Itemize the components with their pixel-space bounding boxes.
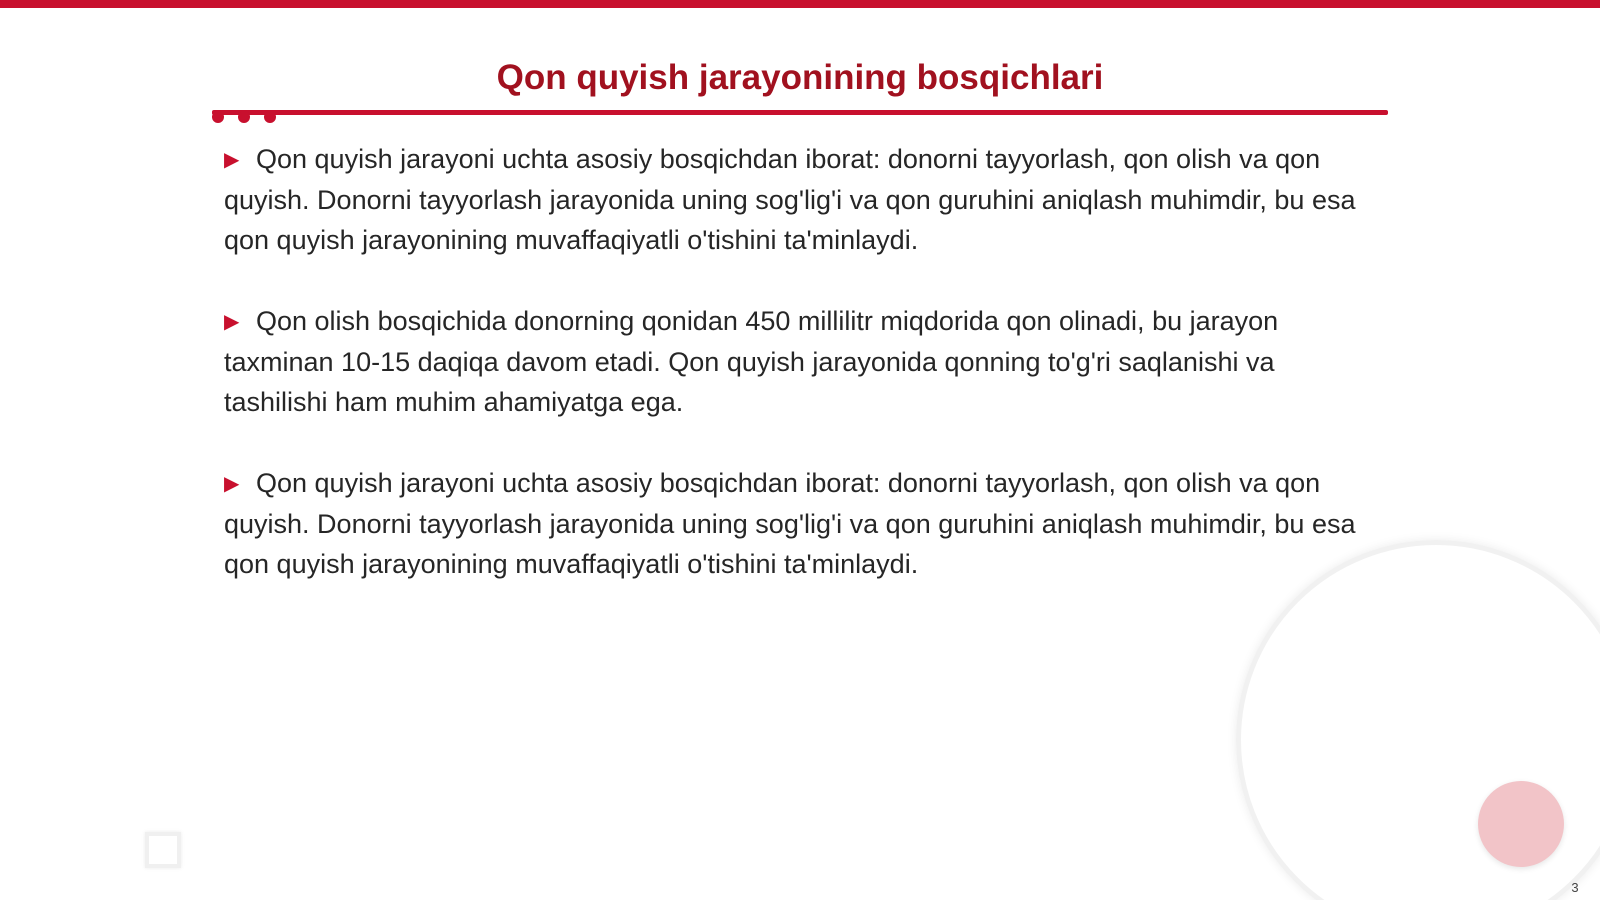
triangle-bullet-icon: ▶ bbox=[224, 473, 240, 495]
decorative-square-outline bbox=[145, 832, 181, 868]
page-number: 3 bbox=[1571, 880, 1579, 895]
paragraph-text: Qon olish bosqichida donorning qonidan 450 millilitr miqdorida qon olinadi, bu jarayon taxminan 10-15 daqiqa davom etadi. Qon quyish jarayonida qonning to'g'ri saqlanishi va tashilishi ham muhim ahamiyatga ega. bbox=[224, 306, 1279, 417]
bullet-paragraph-2 bbox=[224, 301, 1384, 422]
decorative-pink-circle bbox=[1478, 781, 1564, 867]
slide-title: Qon quyish jarayonining bosqichlari bbox=[496, 58, 1104, 97]
paragraph-text: Qon quyish jarayoni uchta asosiy bosqichdan iborat: donorni tayyorlash, qon olish va qon quyish. Donorni tayyorlash jarayonida uning sog'lig'i va qon guruhini aniqlash muhimdir, bu esa qon quyish jarayonining muvaffaqiyatli o'tishini ta'minlaydi. bbox=[224, 468, 1356, 579]
triangle-bullet-icon: ▶ bbox=[224, 149, 240, 171]
bullet-list bbox=[224, 139, 1384, 625]
bullet-paragraph-3 bbox=[224, 463, 1384, 584]
paragraph-text: Qon quyish jarayoni uchta asosiy bosqichdan iborat: donorni tayyorlash, qon olish va qon quyish. Donorni tayyorlash jarayonida uning sog'lig'i va qon guruhini aniqlash muhimdir, bu esa qon quyish jarayonining muvaffaqiyatli o'tishini ta'minlaydi. bbox=[224, 144, 1356, 255]
bullet-paragraph-1 bbox=[224, 139, 1384, 260]
top-accent-bar bbox=[0, 0, 1600, 8]
title-underline bbox=[212, 110, 1388, 115]
underline-dot-icon bbox=[212, 111, 224, 123]
triangle-bullet-icon: ▶ bbox=[224, 311, 240, 333]
underline-dot-icon bbox=[238, 111, 250, 123]
underline-dot-icon bbox=[264, 111, 276, 123]
